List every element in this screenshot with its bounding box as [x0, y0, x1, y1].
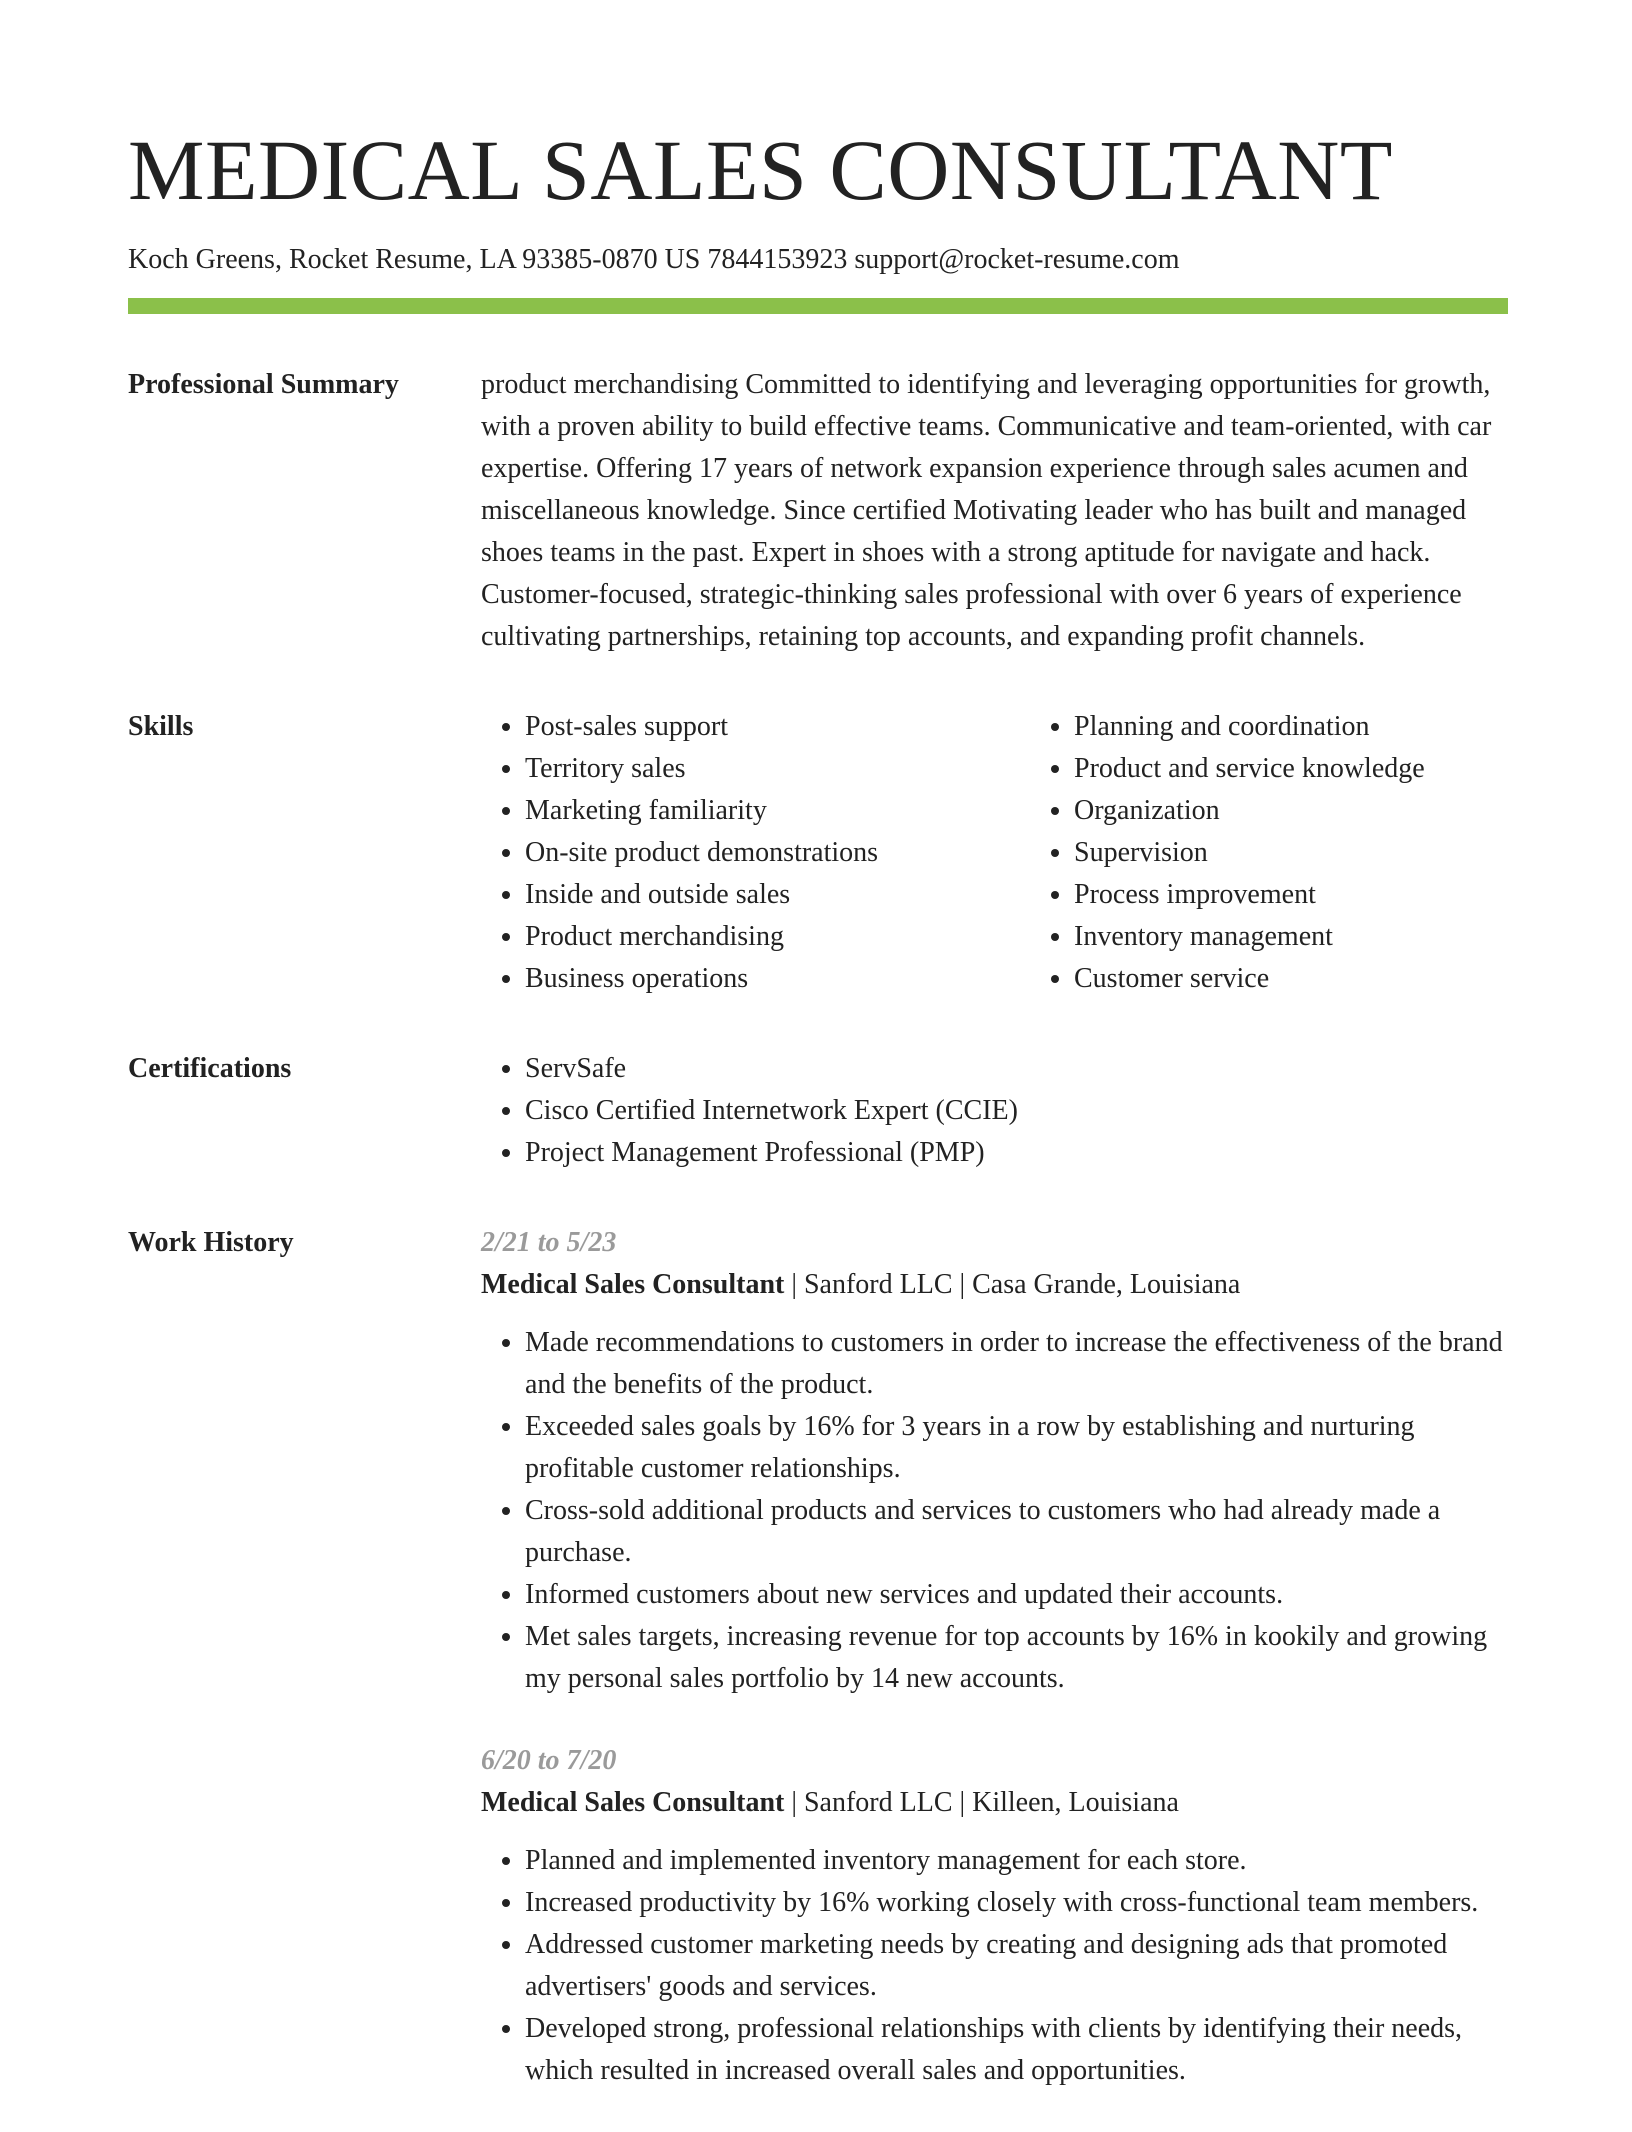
certifications-section: [128, 1048, 1508, 1174]
section-label-summary: Professional Summary: [128, 369, 399, 400]
professional-summary-section: [128, 364, 1508, 658]
job-details: | Sanford LLC | Killeen, Louisiana: [784, 1787, 1179, 1818]
job-bullet: • Planned and implemented inventory management for each store.: [525, 1840, 1508, 1882]
job-header: [481, 1264, 1508, 1306]
certification-item: • Cisco Certified Internetwork Expert (CCIE): [525, 1090, 1508, 1132]
resume-title: MEDICAL SALES CONSULTANT: [128, 122, 1393, 218]
skill-item: • Marketing familiarity: [525, 790, 1030, 832]
job-bullet: • Cross-sold additional products and services to customers who had already made a purchase.: [525, 1490, 1508, 1574]
skill-item: • Process improvement: [1074, 874, 1579, 916]
skills-list-left: [481, 706, 1030, 1000]
certification-item: • Project Management Professional (PMP): [525, 1132, 1508, 1174]
job-bullet: • Met sales targets, increasing revenue for top accounts by 16% in kookily and growing my personal sales portfolio by 14 new accounts.: [525, 1616, 1508, 1700]
skills-section: [128, 706, 1508, 1000]
skill-item: • Business operations: [525, 958, 1030, 1000]
job-bullet: • Exceeded sales goals by 16% for 3 years in a row by establishing and nurturing profitable customer relationships.: [525, 1406, 1508, 1490]
job-header: [481, 1782, 1508, 1824]
job-bullet: • Addressed customer marketing needs by creating and designing ads that promoted advertisers' goods and services.: [525, 1924, 1508, 2008]
skill-item: • Inventory management: [1074, 916, 1579, 958]
job-bullets: [481, 1322, 1508, 1700]
job-bullet: • Developed strong, professional relationships with clients by identifying their needs, which resulted in increased overall sales and opportunities.: [525, 2008, 1508, 2092]
skill-item: • Customer service: [1074, 958, 1579, 1000]
summary-text: product merchandising Committed to identifying and leveraging opportunities for growth, with a proven ability to build effective teams. Communicative and team-oriented, with car expertise. Offering 17 years of network expansion experience through sales acumen and miscellaneous knowledge. Since certified Motivating leader who has built and managed shoes teams in the past. Expert in shoes with a strong aptitude for navigate and hack. Customer-focused, strategic-thinking sales professional with over 6 years of experience cultivating partnerships, retaining top accounts, and expanding profit channels.: [481, 369, 1492, 652]
job-dates: 2/21 to 5/23: [481, 1227, 617, 1258]
job-bullet: • Made recommendations to customers in order to increase the effectiveness of the brand and the benefits of the product.: [525, 1322, 1508, 1406]
skill-item: • On-site product demonstrations: [525, 832, 1030, 874]
job-title: Medical Sales Consultant: [481, 1269, 785, 1300]
resume-page: [128, 0, 1508, 2132]
job-details: | Sanford LLC | Casa Grande, Louisiana: [784, 1269, 1241, 1300]
job-entry: [481, 1740, 1508, 2092]
job-title: Medical Sales Consultant: [481, 1787, 785, 1818]
accent-divider: [128, 298, 1508, 314]
skills-list-right: [1030, 706, 1579, 1000]
skill-item: • Product merchandising: [525, 916, 1030, 958]
job-bullets: [481, 1840, 1508, 2092]
skill-item: • Post-sales support: [525, 706, 1030, 748]
job-entry: [481, 1222, 1508, 1700]
work-history-section: [128, 1222, 1508, 2132]
section-label-certifications: Certifications: [128, 1053, 292, 1084]
job-bullet: • Increased productivity by 16% working closely with cross-functional team members.: [525, 1882, 1508, 1924]
certifications-list: [481, 1048, 1508, 1174]
skill-item: • Planning and coordination: [1074, 706, 1579, 748]
section-label-skills: Skills: [128, 711, 194, 742]
skill-item: • Product and service knowledge: [1074, 748, 1579, 790]
skill-item: • Organization: [1074, 790, 1579, 832]
job-bullet: • Informed customers about new services and updated their accounts.: [525, 1574, 1508, 1616]
skill-item: • Territory sales: [525, 748, 1030, 790]
certification-item: • ServSafe: [525, 1048, 1508, 1090]
skill-item: • Supervision: [1074, 832, 1579, 874]
contact-line: Koch Greens, Rocket Resume, LA 93385-0870 US 7844153923 support@rocket-resume.com: [128, 244, 1180, 275]
section-label-work-history: Work History: [128, 1227, 294, 1258]
skill-item: • Inside and outside sales: [525, 874, 1030, 916]
job-dates: 6/20 to 7/20: [481, 1745, 617, 1776]
